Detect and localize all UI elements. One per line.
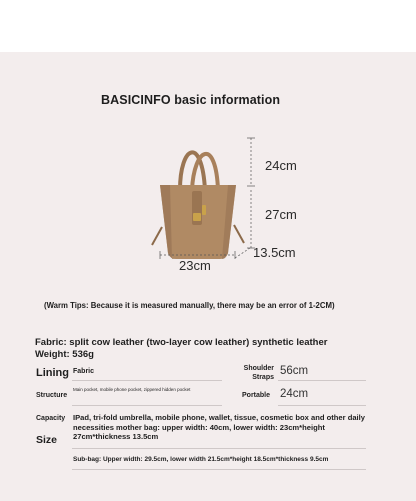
width-label: 23cm <box>179 258 211 273</box>
handle-height-label: 24cm <box>265 158 297 173</box>
portable-label: Portable <box>242 392 271 399</box>
shoulder-straps-value: 56cm <box>280 365 309 377</box>
capacity-value: IPad, tri-fold umbrella, mobile phone, wallet, tissue, cosmetic box and other daily necessities mother bag: upper width: 40cm, lower width: 23cm*height 27cm*thickness 13.5cm <box>73 413 365 441</box>
divider <box>72 469 366 470</box>
structure-value: Main pocket, mobile phone pocket, zippered hidden pocket <box>73 387 191 392</box>
thickness-label: 13.5cm <box>253 245 296 260</box>
divider <box>72 405 222 406</box>
divider <box>72 448 366 449</box>
portable-value: 24cm <box>280 388 309 400</box>
measurement-tip: (Warm Tips: Because it is measured manually, there may be an error of 1-2CM) <box>44 301 335 310</box>
capacity-label: Capacity <box>36 415 66 422</box>
section-heading: BASICINFO basic information <box>101 93 281 107</box>
tote-bag-illustration <box>150 135 245 265</box>
top-strip <box>0 0 416 52</box>
fabric-weight-text: Fabric: split cow leather (two-layer cow leather) synthetic leather Weight: 536g <box>35 337 328 360</box>
bag-image <box>150 135 245 265</box>
lining-label: Lining <box>36 367 69 379</box>
shoulder-straps-label: Shoulder Straps <box>243 365 274 381</box>
lining-value: Fabric <box>73 368 95 375</box>
divider <box>278 405 366 406</box>
sub-bag-text: Sub-bag: Upper width: 29.5cm, lower width 21.5cm*height 18.5cm*thickness 9.5cm <box>73 456 329 463</box>
structure-label: Structure <box>36 392 68 399</box>
divider <box>278 380 366 381</box>
divider <box>72 380 222 381</box>
size-label: Size <box>36 434 58 446</box>
body-height-label: 27cm <box>265 207 297 222</box>
